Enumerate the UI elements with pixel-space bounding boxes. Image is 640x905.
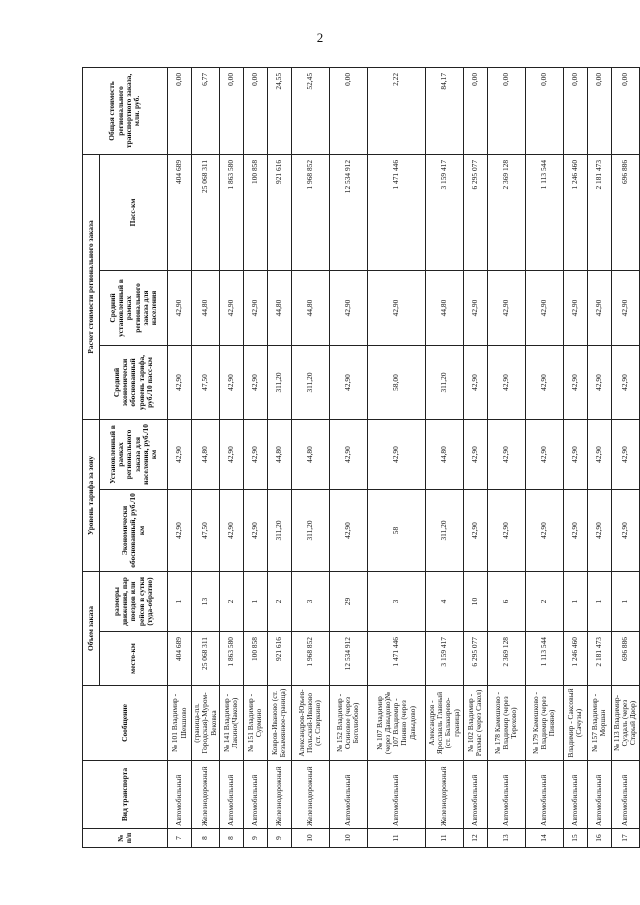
cell-regional: 44,80 (267, 419, 291, 489)
cell-econ: 42,90 (525, 490, 563, 572)
cell-regional: 44,80 (192, 419, 220, 489)
cell-no: 8 (192, 829, 220, 848)
cell-trips: 10 (463, 572, 487, 632)
cell-transport: Автомобильный (587, 761, 611, 829)
cell-trips: 2 (219, 572, 243, 632)
cell-econ: 311,20 (267, 490, 291, 572)
cell-regional: 44,80 (291, 419, 329, 489)
cell-transport: Автомобильный (367, 761, 425, 829)
cell-avg-econ: 42,90 (611, 345, 639, 419)
cell-avg-econ: 42,90 (525, 345, 563, 419)
cell-regional: 44,80 (425, 419, 463, 489)
header-tariff: Уровень тарифа за зону (83, 419, 100, 571)
cell-total: 0,00 (611, 67, 639, 154)
cell-avg-set: 44,80 (267, 270, 291, 345)
cell-trips: 6 (487, 572, 525, 632)
table-row (291, 67, 329, 847)
cell-avg-econ: 42,90 (168, 345, 192, 419)
cell-route: № 141 Владимир - Лакино(Чаково) (219, 686, 243, 761)
cell-seatkm: 404 689 (168, 632, 192, 686)
subheader-trips: размеры движения, пар поездов или рейсов в сутки (туда-обратно) (100, 572, 168, 632)
cell-no: 13 (487, 829, 525, 848)
cell-avg-econ: 42,90 (587, 345, 611, 419)
cell-transport: Автомобильный (487, 761, 525, 829)
cell-no: 12 (463, 829, 487, 848)
cell-route: № 101 Владимир - Шекшово (168, 686, 192, 761)
cell-pass-km: 100 858 (243, 154, 267, 270)
cell-no: 10 (329, 829, 367, 848)
cell-total: 0,00 (243, 67, 267, 154)
table-row (425, 67, 463, 847)
subheader-regional: Установленный в рамках регионального заказа для населения, руб./10 км (100, 419, 168, 489)
cell-regional: 42,90 (367, 419, 425, 489)
cell-route: № 102 Владимир - Рахмас (через Сакол) (463, 686, 487, 761)
header-total: Общая стоимость регионального транспортного заказа, млн. руб. (83, 67, 168, 154)
cell-pass-km: 3 159 417 (425, 154, 463, 270)
cell-seatkm: 12 534 912 (329, 632, 367, 686)
table-row (243, 67, 267, 847)
cell-econ: 311,20 (291, 490, 329, 572)
cell-regional: 42,90 (168, 419, 192, 489)
cell-no: 8 (219, 829, 243, 848)
cell-pass-km: 1 968 852 (291, 154, 329, 270)
cell-seatkm: 2 369 128 (487, 632, 525, 686)
cell-econ: 42,90 (563, 490, 587, 572)
cell-regional: 42,90 (587, 419, 611, 489)
cell-avg-set: 42,90 (563, 270, 587, 345)
cell-no: 14 (525, 829, 563, 848)
cell-econ: 42,90 (463, 490, 487, 572)
cell-avg-set: 42,90 (525, 270, 563, 345)
subheader-pass-km: Пасс-км (100, 154, 168, 270)
cell-trips: 1 (243, 572, 267, 632)
cell-avg-econ: 42,90 (563, 345, 587, 419)
cell-total: 0,00 (563, 67, 587, 154)
cell-avg-econ: 42,90 (463, 345, 487, 419)
cell-route: № 179 Камешково - Владимир (через Пиняно) (525, 686, 563, 761)
cell-econ: 42,90 (168, 490, 192, 572)
cell-avg-set: 42,90 (168, 270, 192, 345)
cell-trips: 2 (525, 572, 563, 632)
cell-transport: Автомобильный (219, 761, 243, 829)
cell-avg-set: 42,90 (367, 270, 425, 345)
cell-total: 6,77 (192, 67, 220, 154)
cell-regional: 42,90 (243, 419, 267, 489)
cell-regional: 42,90 (563, 419, 587, 489)
cell-transport: Железнодорожный (291, 761, 329, 829)
table-row (563, 67, 587, 847)
cell-regional: 42,90 (611, 419, 639, 489)
cell-route: (граница-пл. Городская)-Муром-Вековка (192, 686, 220, 761)
cell-avg-set: 44,80 (192, 270, 220, 345)
header-calc: Расчет стоимости регионального заказа (83, 154, 100, 419)
header-route: Сообщение (83, 686, 168, 761)
cell-pass-km: 1 246 460 (563, 154, 587, 270)
cell-seatkm: 921 616 (267, 632, 291, 686)
cell-route: Владимир - Саксовый (Сачузы) (563, 686, 587, 761)
cell-avg-set: 44,80 (425, 270, 463, 345)
cell-avg-set: 42,90 (463, 270, 487, 345)
cell-pass-km: 921 616 (267, 154, 291, 270)
header-transport: Вид транспорта (83, 761, 168, 829)
cell-avg-set: 44,80 (291, 270, 329, 345)
subheader-avg-econ: Средний экономически обоснованный уровень тарифа, руб./10 пасс-км (100, 345, 168, 419)
cell-pass-km: 6 295 077 (463, 154, 487, 270)
cell-total: 0,00 (463, 67, 487, 154)
cell-no: 11 (367, 829, 425, 848)
table-row (463, 67, 487, 847)
cell-avg-set: 42,90 (243, 270, 267, 345)
cell-transport: Железнодорожный (192, 761, 220, 829)
cell-trips: 4 (425, 572, 463, 632)
regional-order-table (82, 67, 640, 848)
cell-seatkm: 696 886 (611, 632, 639, 686)
cell-no: 9 (267, 829, 291, 848)
cell-seatkm: 1 246 460 (563, 632, 587, 686)
cell-regional: 42,90 (219, 419, 243, 489)
table-row (611, 67, 639, 847)
cell-pass-km: 696 886 (611, 154, 639, 270)
table-row (168, 67, 192, 847)
cell-trips: 3 (367, 572, 425, 632)
cell-avg-econ: 42,90 (219, 345, 243, 419)
cell-total: 52,45 (291, 67, 329, 154)
cell-econ: 42,90 (219, 490, 243, 572)
cell-econ: 42,90 (611, 490, 639, 572)
cell-avg-set: 42,90 (587, 270, 611, 345)
cell-regional: 42,90 (463, 419, 487, 489)
cell-avg-econ: 311,20 (267, 345, 291, 419)
cell-seatkm: 1 968 852 (291, 632, 329, 686)
cell-regional: 42,90 (487, 419, 525, 489)
cell-transport: Автомобильный (563, 761, 587, 829)
cell-pass-km: 2 181 473 (587, 154, 611, 270)
cell-total: 0,00 (487, 67, 525, 154)
cell-avg-econ: 58,00 (367, 345, 425, 419)
cell-route: № 151 Владимир - Сурмино (243, 686, 267, 761)
cell-route: Александров-Юрьев-Польский-Иваново (ст. Сперкино) (291, 686, 329, 761)
cell-transport: Железнодорожный (425, 761, 463, 829)
table-row (487, 67, 525, 847)
table-row (329, 67, 367, 847)
cell-trips: 13 (192, 572, 220, 632)
cell-route: Александров - Ярославль Главный (ст. Балакирево-граница) (425, 686, 463, 761)
cell-total: 0,00 (525, 67, 563, 154)
cell-route: № 152 Владимир - Осиновое (через Боголюбово) (329, 686, 367, 761)
subheader-avg-set: Средний установленный в рамках регионального заказа для населения (100, 270, 168, 345)
cell-total: 0,00 (219, 67, 243, 154)
cell-trips: 1 (563, 572, 587, 632)
cell-transport: Автомобильный (611, 761, 639, 829)
cell-transport: Автомобильный (243, 761, 267, 829)
cell-route: № 113 Владимир-Суздаль (через Старый Двор) (611, 686, 639, 761)
cell-econ: 42,90 (243, 490, 267, 572)
cell-trips: 1 (611, 572, 639, 632)
cell-no: 7 (168, 829, 192, 848)
cell-total: 2,22 (367, 67, 425, 154)
cell-transport: Железнодорожный (267, 761, 291, 829)
cell-no: 15 (563, 829, 587, 848)
cell-seatkm: 1 113 544 (525, 632, 563, 686)
cell-econ: 58 (367, 490, 425, 572)
cell-pass-km: 404 689 (168, 154, 192, 270)
cell-avg-econ: 42,90 (243, 345, 267, 419)
cell-trips: 2 (267, 572, 291, 632)
cell-seatkm: 100 858 (243, 632, 267, 686)
table-row (192, 67, 220, 847)
cell-no: 17 (611, 829, 639, 848)
cell-avg-set: 42,90 (219, 270, 243, 345)
cell-pass-km: 2 369 128 (487, 154, 525, 270)
cell-total: 0,00 (329, 67, 367, 154)
cell-route: № 107 Владимир (через Давыдово)№ 107 Владимир - Пиняно (через Давыдово) (367, 686, 425, 761)
cell-route: Ковров-Иваново (ст. Безымянное-граница) (267, 686, 291, 761)
cell-transport: Автомобильный (463, 761, 487, 829)
cell-total: 84,17 (425, 67, 463, 154)
table-row (587, 67, 611, 847)
cell-seatkm: 25 068 311 (192, 632, 220, 686)
cell-avg-set: 42,90 (611, 270, 639, 345)
rotated-table-container (82, 68, 638, 848)
cell-econ: 42,90 (487, 490, 525, 572)
cell-avg-econ: 311,20 (425, 345, 463, 419)
cell-route: № 178 Камешково - Владимир (через Терехово) (487, 686, 525, 761)
cell-total: 0,00 (168, 67, 192, 154)
table-row (367, 67, 425, 847)
cell-avg-econ: 311,20 (291, 345, 329, 419)
cell-transport: Автомобильный (168, 761, 192, 829)
cell-econ: 42,90 (587, 490, 611, 572)
cell-seatkm: 1 471 446 (367, 632, 425, 686)
cell-total: 0,00 (587, 67, 611, 154)
page-number: 2 (316, 30, 324, 45)
cell-route: № 157 Владимир - Моршан (587, 686, 611, 761)
cell-regional: 42,90 (525, 419, 563, 489)
cell-avg-econ: 42,90 (329, 345, 367, 419)
table-row (219, 67, 243, 847)
cell-avg-set: 42,90 (487, 270, 525, 345)
cell-avg-set: 42,90 (329, 270, 367, 345)
cell-transport: Автомобильный (329, 761, 367, 829)
cell-pass-km: 25 068 311 (192, 154, 220, 270)
cell-regional: 42,90 (329, 419, 367, 489)
cell-avg-econ: 42,90 (487, 345, 525, 419)
cell-trips: 3 (291, 572, 329, 632)
table-row (525, 67, 563, 847)
cell-transport: Автомобильный (525, 761, 563, 829)
cell-no: 11 (425, 829, 463, 848)
header-no: № п/п (83, 829, 168, 848)
cell-trips: 29 (329, 572, 367, 632)
subheader-econ: Экономически обоснованный, руб./10 км (100, 490, 168, 572)
cell-pass-km: 1 863 580 (219, 154, 243, 270)
cell-no: 16 (587, 829, 611, 848)
cell-total: 24,55 (267, 67, 291, 154)
cell-seatkm: 2 181 473 (587, 632, 611, 686)
header-volume: Объем заказа (83, 572, 100, 686)
subheader-seatkm: место-км (100, 632, 168, 686)
cell-trips: 1 (587, 572, 611, 632)
cell-seatkm: 1 863 580 (219, 632, 243, 686)
cell-no: 9 (243, 829, 267, 848)
cell-no: 10 (291, 829, 329, 848)
cell-avg-econ: 47,50 (192, 345, 220, 419)
cell-pass-km: 1 113 544 (525, 154, 563, 270)
cell-econ: 311,20 (425, 490, 463, 572)
table-row (267, 67, 291, 847)
cell-seatkm: 3 159 417 (425, 632, 463, 686)
cell-pass-km: 1 471 446 (367, 154, 425, 270)
cell-econ: 47,50 (192, 490, 220, 572)
cell-seatkm: 6 295 077 (463, 632, 487, 686)
cell-trips: 1 (168, 572, 192, 632)
cell-econ: 42,90 (329, 490, 367, 572)
cell-pass-km: 12 534 912 (329, 154, 367, 270)
